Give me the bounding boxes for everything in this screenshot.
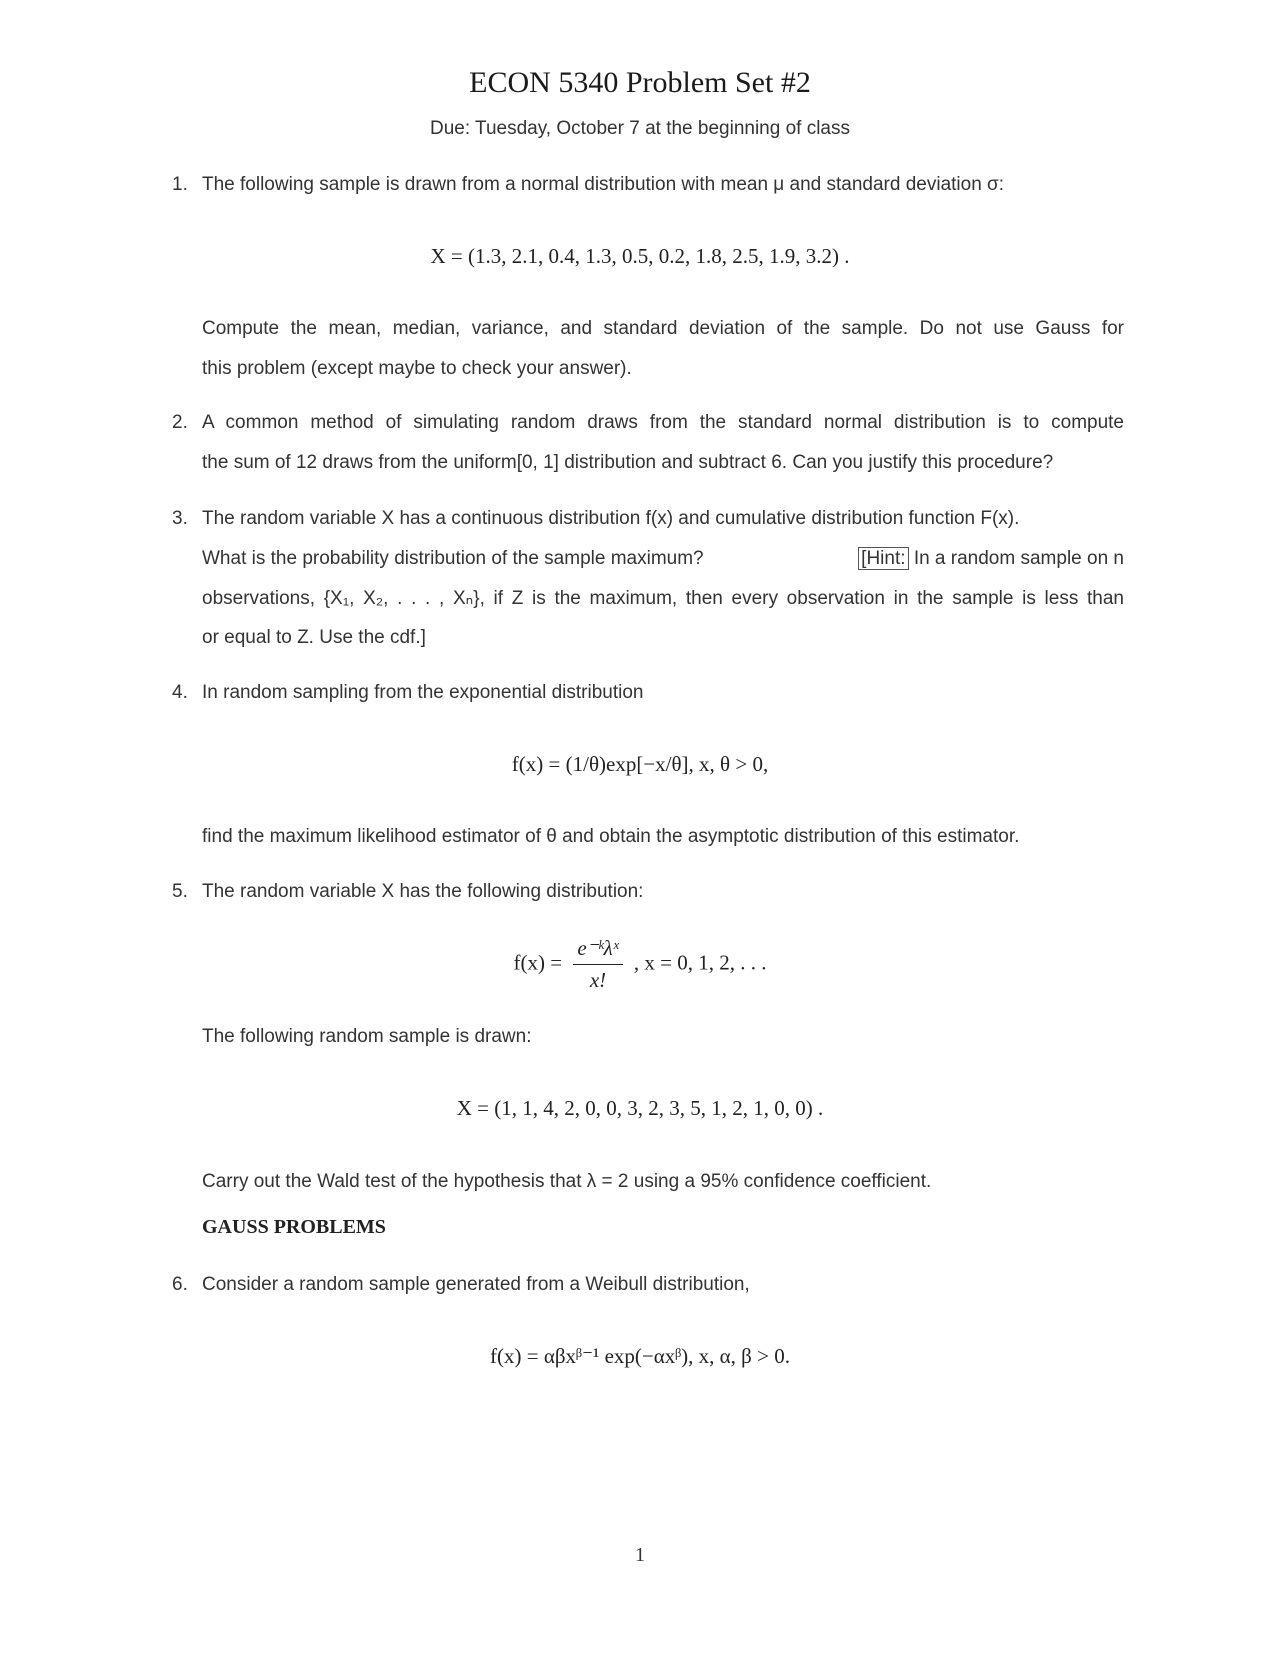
problem-3-hint-cont: observations, {X₁, X₂, . . . , Xₙ}, if Z is the maximum, then every observation in the sample is less than [202,588,1124,609]
gauss-problems-heading: GAUSS PROBLEMS [202,1216,386,1238]
problem-4-text: In random sampling from the exponential distribution [202,682,644,703]
problem-6-number: 6. [172,1274,188,1295]
problem-5-text: The random variable X has the following distribution: [202,881,644,902]
problem-6-equation: f(x) = αβxᵝ⁻¹ exp(−αxᵝ), x, α, β > 0. [490,1344,790,1368]
problem-4-instructions: find the maximum likelihood estimator of θ and obtain the asymptotic distribution of this estimator. [202,826,1020,847]
problem-3-text: The random variable X has a continuous distribution f(x) and cumulative distribution function F(x). [202,508,1020,529]
problem-3-hint-text: In a random sample on n [913,548,1124,569]
problem-1-number: 1. [172,174,188,195]
problem-5-instructions: Carry out the Wald test of the hypothesis that λ = 2 using a 95% confidence coefficient. [202,1171,932,1192]
problem-2-text: A common method of simulating random draws from the standard normal distribution is to compute [202,412,1124,433]
problem-4-equation: f(x) = (1/θ)exp[−x/θ], x, θ > 0, [511,752,769,776]
problem-1-text: The following sample is drawn from a normal distribution with mean μ and standard deviation σ: [202,174,1005,195]
problem-6-text: Consider a random sample generated from a Weibull distribution, [202,1274,750,1295]
problem-5-number: 5. [172,881,188,902]
problem-1-equation: X = (1.3, 2.1, 0.4, 1.3, 0.5, 0.2, 1.8, 2.5, 1.9, 3.2) . [430,244,850,268]
problem-5-pmf-denominator: x! [589,968,607,992]
page-number: 1 [635,1544,645,1566]
problem-5-sample-intro: The following random sample is drawn: [202,1026,532,1047]
problem-3-number: 3. [172,508,188,529]
problem-3-hint-label: [Hint: [858,547,908,570]
problem-3-question-text: What is the probability distribution of the sample maximum? [202,548,704,569]
problem-5-pmf-numerator: e⁻ᵏλˣ [573,936,622,965]
problem-3-hint-group [858,548,1124,570]
problem-5-pmf-lhs: f(x) = [513,950,563,975]
problem-3-question [202,548,1124,570]
problem-4-number: 4. [172,682,188,703]
problem-2-text-cont: the sum of 12 draws from the uniform[0, 1] distribution and subtract 6. Can you justify this procedure? [202,452,1054,473]
problem-2-number: 2. [172,412,188,433]
problem-1-instructions-cont: this problem (except maybe to check your answer). [202,358,632,379]
problem-5-pmf-support: , x = 0, 1, 2, . . . [633,950,767,975]
problem-1-instructions: Compute the mean, median, variance, and standard deviation of the sample. Do not use Gauss for [202,318,1124,339]
page-title: ECON 5340 Problem Set #2 [469,66,811,99]
problem-5-sample-equation: X = (1, 1, 4, 2, 0, 0, 3, 2, 3, 5, 1, 2, 1, 0, 0) . [456,1096,824,1120]
problem-5-pmf-fraction [573,936,622,993]
problem-5-pmf-equation [0,936,1280,993]
due-date: Due: Tuesday, October 7 at the beginning of class [429,118,850,139]
problem-3-hint-end: or equal to Z. Use the cdf.] [202,627,426,648]
